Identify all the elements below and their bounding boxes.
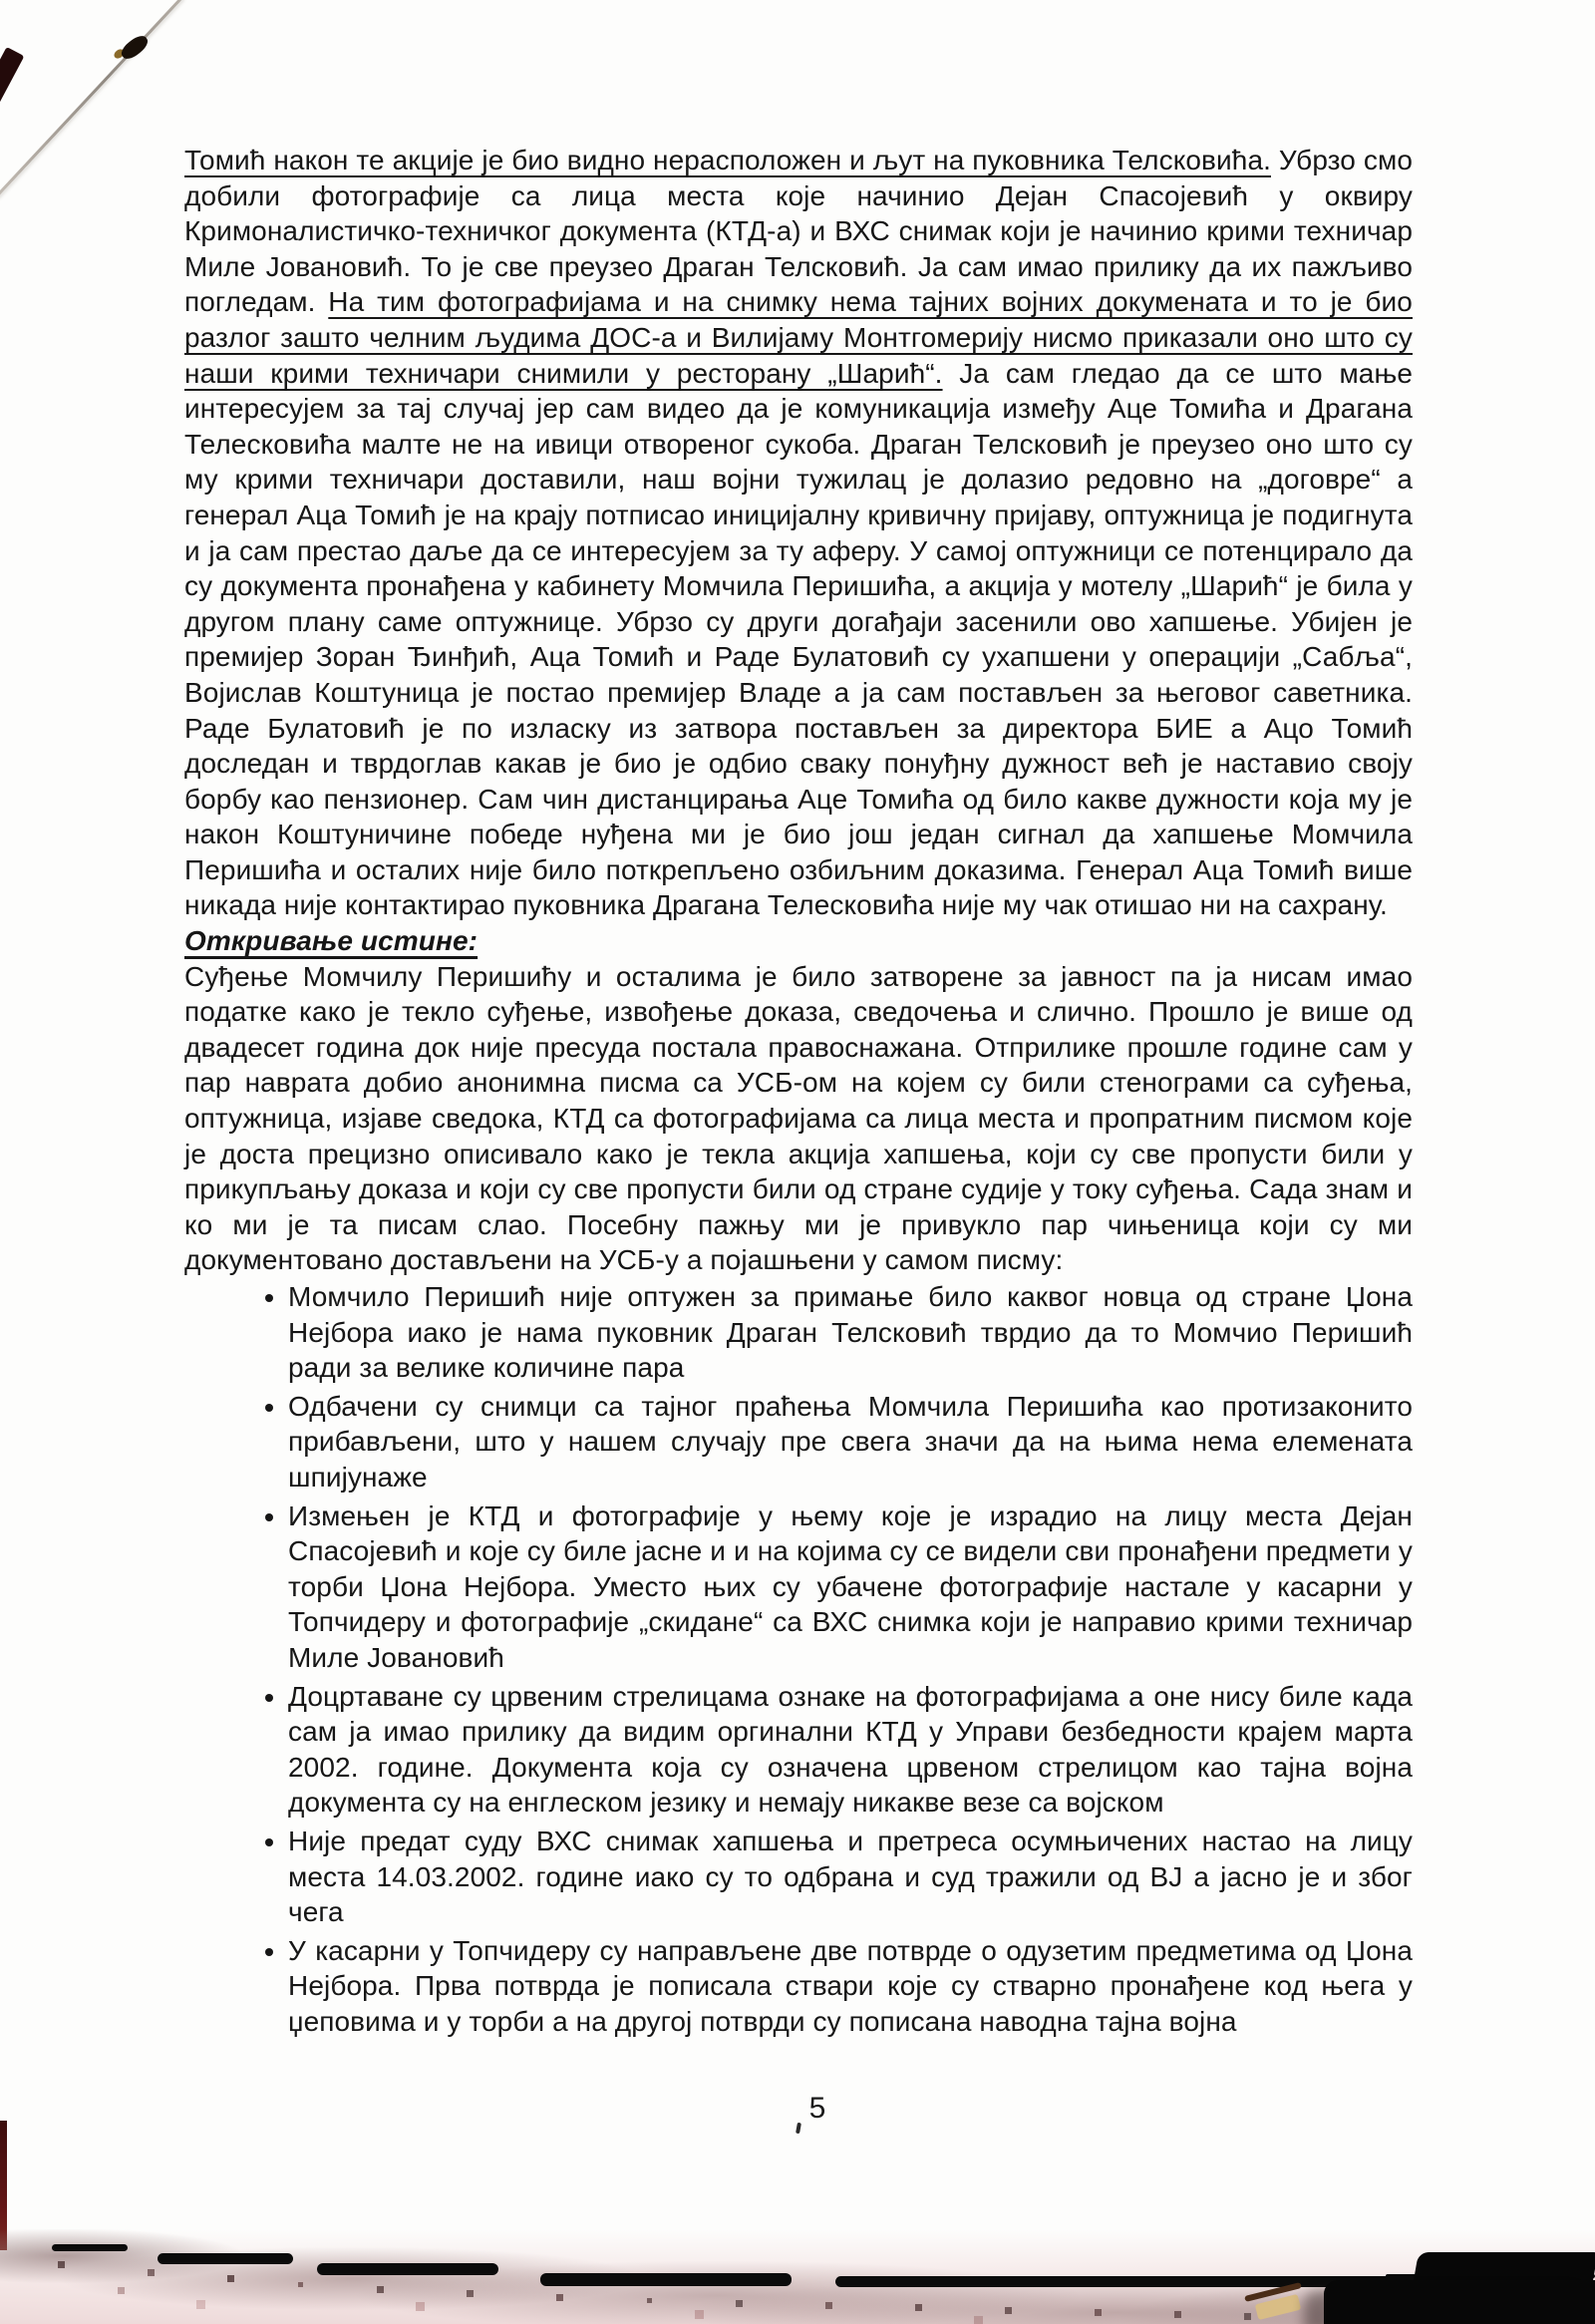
bullet-text: Измењен је КТД и фотографије у њему које је израдио на лицу места Дејан Спасојевић и које су биле јасне и и на којима су се видели сви пронађени предмети у торби Џона Нејбора. Уместо њих су убачене фотографије настале у касарни у Топчидеру и фотографије „скидане“ са ВХС снимка који је направио крими техничар Миле Јовановић: [288, 1499, 1413, 1673]
scan-crease-line: [0, 0, 183, 198]
underlined-sentence-1: Томић након те акције је био видно нерасположен и љут на пуковника Телсковића.: [184, 145, 1271, 175]
bullet-text: Није предат суду ВХС снимак хапшења и претреса осумњичених настао на лицу места 14.03.2002. године иако су то одбрана и суд тражили од ВЈ а јасно је и због чега: [288, 1825, 1413, 1928]
bullet-item: [288, 1498, 1413, 1676]
page-text-block: [184, 143, 1413, 2042]
bullet-item: [288, 1679, 1413, 1821]
scan-corner-mark: [0, 47, 24, 111]
bullet-item: [288, 1933, 1413, 2040]
bullet-item: [288, 1824, 1413, 1930]
scan-streak: [158, 2253, 293, 2264]
scan-dot-mark: [796, 2123, 801, 2135]
section-heading: Откривање истине:: [184, 925, 478, 957]
bullet-item: [288, 1279, 1413, 1386]
bullet-text: Одбачени су снимци са тајног праћења Момчила Перишића као протизаконито прибављени, што у нашем случају пре свега значи да на њима нема елемената шпијунаже: [288, 1390, 1413, 1493]
bullet-text: Доцртаване су црвеним стрелицама ознаке на фотографијама а оне нису биле када сам ја имао прилику да видим оргинални КТД у Управи безбедности крајем марта 2002. године. Документа која су означена црвеном стрелицом као тајна војна документа су на енглеском језику и немају никакве везе са војском: [288, 1680, 1413, 1819]
scan-streak: [540, 2273, 792, 2286]
bullet-list: [184, 1279, 1413, 2039]
underlined-sentence-2: На тим фотографијама и на снимку нема тајних војних докумената и то је био разлог зашто челним људима ДОС-а и Вилијаму Монтгомерију нисмо приказали оно што су наши крими техничари снимили у ресторану „Шарић“.: [184, 286, 1413, 389]
scan-speckles: [0, 0, 3, 3]
paragraph-1: [184, 143, 1413, 923]
bullet-text: У касарни у Топчидеру су направљене две потврде о одузетим предметима од Џона Нејбора. Прва потврда је пописала ствари које су стварно пронађене код њега у џеповима и у торби а на другој потврди су пописана наводна тајна војна: [288, 1934, 1413, 2037]
scan-streak: [317, 2263, 498, 2275]
bullet-item: [288, 1389, 1413, 1495]
scan-ink-blob: [1324, 2280, 1595, 2324]
paragraph-1-segment-2: Убрзо смо добили фотографије са лица места које начинио Дејан Спасојевић у оквиру Кримоналистичко-техничког документа (КТД-а) и ВХС снимак који је начинио крими техничар Миле Јовановић. То је све преузео Драган Телсковић. Ја сам имао прилику да их пажљиво погледам.: [184, 145, 1413, 318]
staple-mark: [119, 32, 152, 62]
bullet-text: Момчило Перишић није оптужен за примање било каквог новца од стране Џона Нејбора иако је нама пуковник Драган Телсковић тврдио да то Момчио Перишић ради за велике количине пара: [288, 1281, 1413, 1384]
paragraph-2: Суђење Момчилу Перишићу и осталима је било затворене за јавност па ја нисам имао податке како је текло суђење, извођење доказа, сведочења и слично. Прошло је више од двадесет година док није пресуда постала правоснажана. Отприлике прошле године сам у пар наврата добио анонимна писма са УСБ-ом на којем су били стенограми са суђења, оптужница, изјаве сведока, КТД са фотографијама са лица места и пропратним писмом које је доста прецизно описивало како је текла акција хапшења, који су све пропусти били у прикупљању доказа и који су све пропусти били од стране судије у току суђења. Сада знам и ко ми је та писам слао. Посебну пажњу ми је привукло пар чињеница који су ми документовано достављени на УСБ-у а појашњени у самом писму:: [184, 960, 1413, 1276]
page-number: 5: [808, 2092, 826, 2125]
paragraph-1-segment-3: Ја сам гледао да се што мање интересујем за тај случај јер сам видео да је комуникација између Аце Томића и Драгана Телесковића малте не на ивици отвореног сукоба. Драган Телсковић је преузео оно што су му крими техничари доставили, наш војни тужилац је долазио редовно на „договре“ а генерал Аца Томић је на крају потписао иницијалну кривичну пријаву, оптужница је подигнута и ја сам престао даље да се интересујем за ту аферу. У самој оптужници се потенцирало да су документа пронађена у кабинету Момчила Перишића, а акција у мотелу „Шарић“ је била у другом плану саме оптужнице. Убрзо су други догађаји засенили ово хапшење. Убијен је премијер Зоран Ђинђић, Аца Томић и Раде Булатовић су ухапшени у операцији „Сабља“, Војислав Коштуница је постао премијер Владе а ја сам постављен за његовог саветника. Раде Булатовић је по изласку из затвора постављен за директора БИЕ а Ацо Томић доследан и тврдоглав какав је био је одбио сваку понуђну дужност већ је наставио своју борбу као пензионер. Сам чин дистанцирања Аце Томића од било какве дужности која му је након Коштуничине победе нуђена ми је био још један сигнал да хапшење Момчила Перишића и осталих није било поткрепљено озбиљним доказима. Генерал Аца Томић више никада није контактирао пуковника Драгана Телесковића није му чак отишао ни на сахрану.: [184, 357, 1414, 921]
scan-streak: [52, 2244, 128, 2251]
section-heading-line: [184, 923, 1413, 959]
